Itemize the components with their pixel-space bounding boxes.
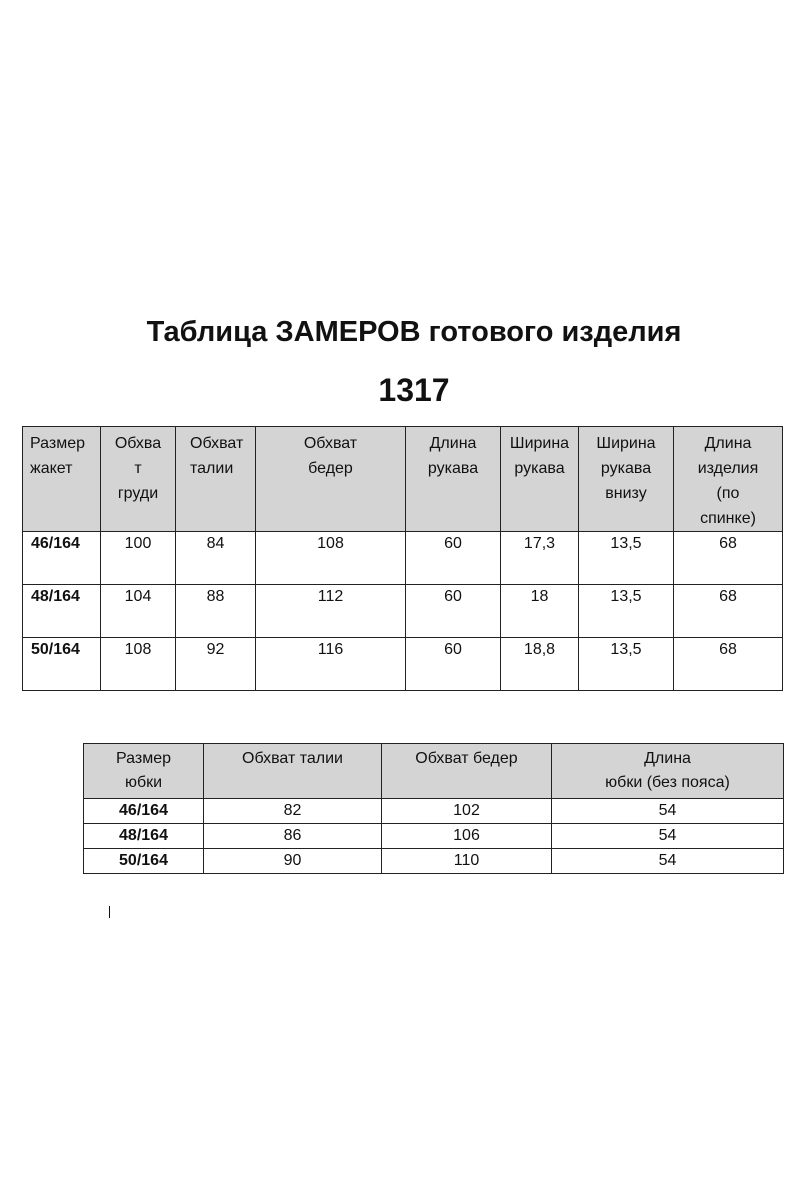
size-cell: 46/164 [84, 799, 204, 824]
header-skirt-size-line1: Размер [116, 750, 171, 767]
hips-cell: 110 [382, 849, 552, 874]
header-length-line1: Длина [704, 435, 752, 452]
sleeve-bottom-cell: 13,5 [579, 585, 674, 638]
sleeve-width-cell: 18,8 [501, 638, 579, 691]
hips-cell: 102 [382, 799, 552, 824]
header-chest-line2: т [134, 460, 142, 477]
column-header-garment-length [674, 427, 783, 532]
hips-cell: 108 [256, 532, 406, 585]
header-sleeve-bottom-line2: рукава [600, 460, 652, 477]
header-skirt-length-line2: юбки (без пояса) [605, 774, 730, 791]
chest-cell: 104 [101, 585, 176, 638]
header-sleeve-width-line2: рукава [514, 460, 565, 477]
hips-cell: 106 [382, 824, 552, 849]
column-header-chest [101, 427, 176, 532]
hips-cell: 112 [256, 585, 406, 638]
table-row [84, 849, 784, 874]
garment-length-cell: 68 [674, 638, 783, 691]
header-chest-line1: Обхва [114, 435, 162, 452]
header-sleeve-bottom-line3: внизу [605, 485, 647, 502]
table-header-row [23, 427, 783, 532]
header-length-line3: (по [716, 485, 740, 502]
waist-cell: 92 [176, 638, 256, 691]
hips-cell: 116 [256, 638, 406, 691]
waist-cell: 84 [176, 532, 256, 585]
column-header-skirt-length [552, 744, 784, 799]
sleeve-length-cell: 60 [406, 585, 501, 638]
chest-cell: 108 [101, 638, 176, 691]
column-header-size [84, 744, 204, 799]
waist-cell: 88 [176, 585, 256, 638]
header-sleeve-bottom-line1: Ширина [596, 435, 656, 452]
waist-cell: 86 [204, 824, 382, 849]
size-cell: 50/164 [23, 638, 101, 691]
header-size-line1: Размер [30, 435, 85, 452]
header-waist-line1: Обхват [190, 435, 244, 452]
header-waist-line2: талии [190, 460, 234, 477]
column-header-sleeve-width-bottom [579, 427, 674, 532]
size-cell: 48/164 [23, 585, 101, 638]
column-header-hips [256, 427, 406, 532]
column-header-sleeve-width [501, 427, 579, 532]
sleeve-length-cell: 60 [406, 638, 501, 691]
sleeve-bottom-cell: 13,5 [579, 638, 674, 691]
skirt-measurements-table [83, 743, 784, 874]
jacket-measurements-table [22, 426, 783, 691]
column-header-sleeve-length [406, 427, 501, 532]
skirt-length-cell: 54 [552, 824, 784, 849]
table-row [84, 799, 784, 824]
header-sleeve-width-line1: Ширина [509, 435, 570, 452]
column-header-waist [176, 427, 256, 532]
sleeve-length-cell: 60 [406, 532, 501, 585]
table-row [23, 585, 783, 638]
garment-length-cell: 68 [674, 532, 783, 585]
skirt-length-cell: 54 [552, 799, 784, 824]
header-sleeve-length-line2: рукава [427, 460, 479, 477]
header-skirt-size-line2: юбки [124, 774, 163, 791]
header-chest-line3: груди [117, 485, 159, 502]
column-header-hips: Обхват бедер [382, 744, 552, 799]
sleeve-bottom-cell: 13,5 [579, 532, 674, 585]
sleeve-width-cell: 18 [501, 585, 579, 638]
page-title: Таблица ЗАМЕРОВ готового изделия [146, 316, 682, 348]
column-header-waist: Обхват талии [204, 744, 382, 799]
size-cell: 48/164 [84, 824, 204, 849]
text-cursor [109, 906, 110, 918]
size-cell: 46/164 [23, 532, 101, 585]
header-skirt-length-line1: Длина [644, 750, 691, 767]
column-header-size [23, 427, 101, 532]
header-sleeve-length-line1: Длина [429, 435, 477, 452]
header-hips-line1: Обхват [303, 435, 358, 452]
skirt-length-cell: 54 [552, 849, 784, 874]
chest-cell: 100 [101, 532, 176, 585]
table-header-row [84, 744, 784, 799]
waist-cell: 82 [204, 799, 382, 824]
sleeve-width-cell: 17,3 [501, 532, 579, 585]
header-length-line4: спинке) [700, 510, 756, 527]
header-hips-line2: бедер [308, 460, 353, 477]
model-number: 1317 [378, 372, 450, 408]
header-length-line2: изделия [697, 460, 759, 477]
waist-cell: 90 [204, 849, 382, 874]
table-row [84, 824, 784, 849]
table-row [23, 532, 783, 585]
size-cell: 50/164 [84, 849, 204, 874]
table-row [23, 638, 783, 691]
garment-length-cell: 68 [674, 585, 783, 638]
header-size-line2: жакет [30, 460, 73, 477]
